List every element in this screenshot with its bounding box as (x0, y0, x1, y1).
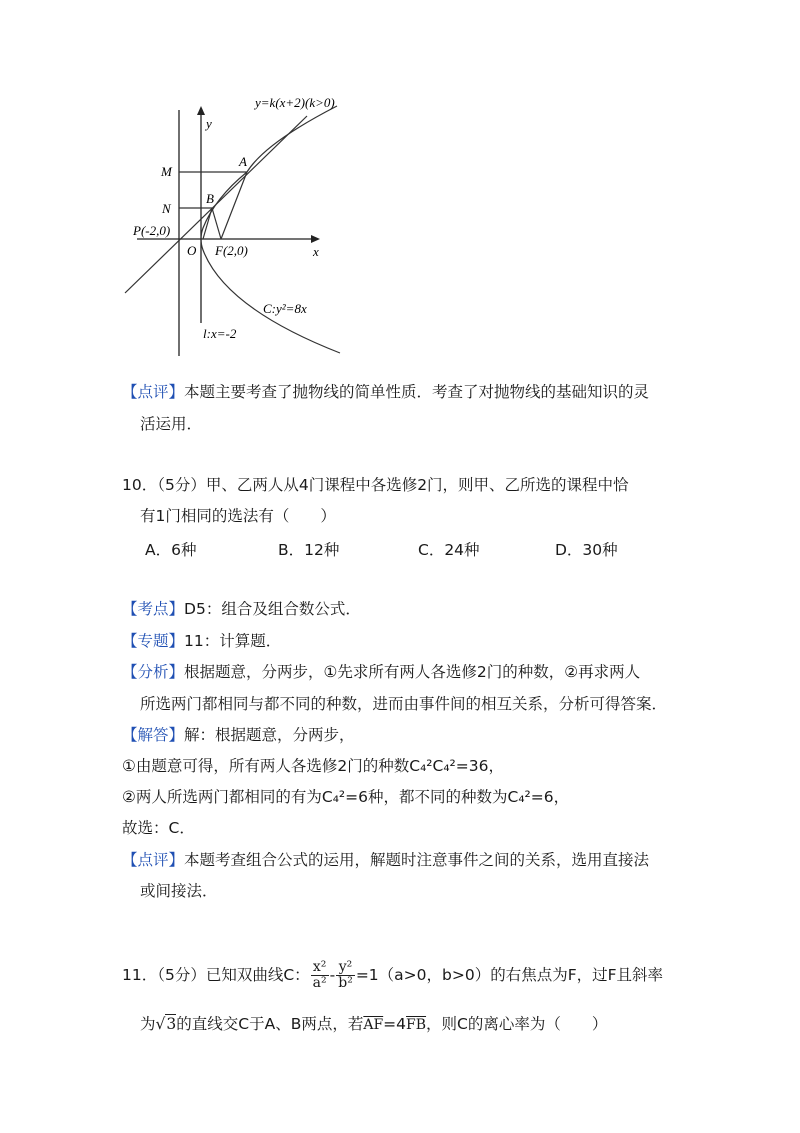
zhuanti-text: 11：计算题． (184, 632, 282, 650)
label-a: A (239, 154, 247, 169)
sqrt-three (156, 1014, 177, 1033)
sqrt-symbol: √ (155, 1015, 166, 1033)
q11-prefix: 11．（5分）已知双曲线C： (122, 966, 310, 984)
label-o: O (187, 243, 197, 258)
dianping-text1: 本题考查组合公式的运用，解题时注意事件之间的关系，选用直接法 (184, 851, 650, 869)
q11-line2-mid: 的直线交C于A、B两点，若 (176, 1015, 364, 1033)
q11-stem-line2 (140, 1013, 607, 1036)
q9-comment-text1: 本题主要考查了抛物线的简单性质．考查了对抛物线的基础知识的灵 (184, 383, 650, 401)
q11-minus: - (329, 966, 336, 984)
fraction-y2-b2 (336, 960, 355, 991)
label-p: P(-2,0) (133, 223, 171, 238)
fenxi-tag: 【分析】 (122, 663, 185, 681)
q9-comment-tag: 【点评】 (122, 383, 185, 401)
fenxi-text1: 根据题意，分两步，①先求所有两人各选修2门的种数，②再求两人 (184, 663, 641, 681)
parabola-figure (115, 88, 365, 363)
q10-zhuanti (122, 630, 281, 652)
x-axis-label: x (313, 244, 319, 259)
vector-fb: $\overline{FB}$ (406, 1017, 427, 1033)
fraction-num-x2: x² (311, 960, 329, 976)
y-axis-arrow (197, 106, 205, 115)
segment-bf (212, 208, 221, 239)
label-f: F(2,0) (215, 243, 248, 258)
q10-option-c: C．24种 (418, 541, 480, 559)
dianping-tag: 【点评】 (122, 851, 185, 869)
fraction-den-b2: b² (338, 975, 353, 991)
q10-step2: ②两人所选两门都相同的有为C₄²=6种，都不同的种数为C₄²=6， (122, 788, 570, 806)
q10-stem-line1: 10．（5分）甲、乙两人从4门课程中各选修2门，则甲、乙所选的课程中恰 (122, 476, 629, 494)
zhuanti-tag: 【专题】 (122, 632, 185, 650)
q11-stem-line1 (122, 958, 663, 992)
jieda-text: 解：根据题意，分两步， (184, 726, 355, 744)
curve-label: y=k(x+2)(k>0) (255, 95, 335, 110)
q10-option-b: B．12种 (278, 541, 340, 559)
q10-dianping-line2: 或间接法． (140, 882, 218, 900)
q10-option-a: A．6种 (145, 541, 197, 559)
q11-line2-pre: 为 (140, 1015, 156, 1033)
q10-step1: ①由题意可得，所有两人各选修2门的种数C₄²C₄²=36， (122, 757, 504, 775)
label-b: B (206, 191, 214, 206)
q9-comment-line1 (122, 381, 649, 403)
q9-comment-line2: 活运用． (140, 415, 203, 433)
segment-af (221, 172, 247, 239)
fraction-num-y2: y² (336, 960, 355, 976)
y-axis-label: y (206, 116, 212, 131)
q11-condition: =1（a>0，b>0）的右焦点为F，过F且斜率 (355, 966, 664, 984)
fraction-x2-a2 (311, 960, 329, 991)
q11-line2-post: ，则C的离心率为（ ） (426, 1015, 608, 1033)
jieda-tag: 【解答】 (122, 726, 185, 744)
q10-fenxi-line1 (122, 661, 640, 683)
directrix-label: l:x=-2 (203, 326, 237, 341)
sqrt-radicand: 3 (166, 1015, 177, 1033)
vector-af: $\overline{AF}$ (363, 1017, 384, 1033)
q10-kaodian (122, 598, 361, 620)
q10-stem-line2: 有1门相同的选法有（ ） (140, 507, 336, 525)
q10-answer: 故选：C． (122, 819, 195, 837)
q10-option-d: D．30种 (555, 541, 618, 559)
fraction-den-a2: a² (312, 975, 327, 991)
parabola-label: C:y²=8x (263, 301, 307, 316)
line-through-p (125, 116, 307, 293)
q10-dianping-line1 (122, 849, 649, 871)
x-axis-arrow (311, 235, 320, 243)
q10-fenxi-line2: 所选两门都相同与都不同的种数，进而由事件间的相互关系，分析可得答案． (140, 695, 668, 713)
kaodian-text: D5：组合及组合数公式． (184, 600, 361, 618)
q11-eq: =4 (383, 1015, 407, 1033)
label-n: N (162, 201, 171, 216)
label-m: M (161, 164, 172, 179)
kaodian-tag: 【考点】 (122, 600, 185, 618)
q10-jieda (122, 724, 355, 746)
